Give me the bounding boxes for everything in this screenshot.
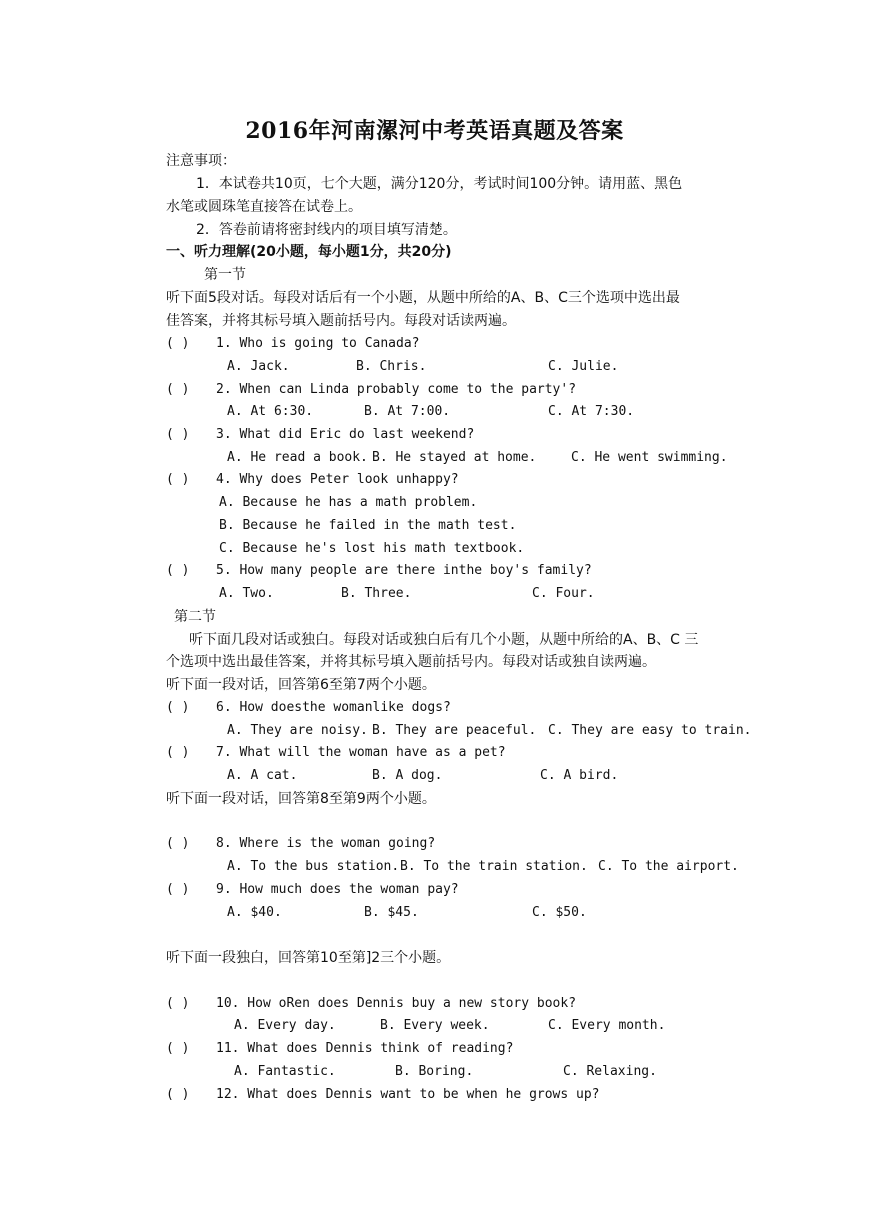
dialog-8-9-instruction: 听下面一段对话，回答第8至第9两个小题。: [166, 791, 436, 807]
answer-blank[interactable]: ( ): [166, 563, 190, 578]
notes-item-2: 2．答卷前请将密封线内的项目填写清楚。: [196, 222, 457, 238]
page-title: 2016年河南漯河中考英语真题及答案: [245, 118, 624, 144]
question-5: [166, 560, 592, 582]
question-stem: 9. How much does the woman pay?: [216, 882, 459, 897]
question-10: [166, 993, 576, 1015]
question-3: [166, 424, 474, 446]
question-stem: 1. Who is going to Canada?: [216, 336, 420, 351]
part-2-instructions-line-1: 听下面几段对话或独白。每段对话或独白后有几个小题，从题中所给的A、B、C 三: [189, 632, 699, 648]
part-2-label: 第二节: [174, 609, 216, 625]
question-stem: 10. How oRen does Dennis buy a new story book?: [216, 996, 577, 1011]
part-1-label: 第一节: [204, 267, 246, 283]
option-c: C. Four.: [532, 586, 595, 601]
monologue-10-12-instruction: 听下面一段独白，回答第10至第]2三个小题。: [166, 950, 451, 966]
question-6: [166, 697, 451, 719]
option-b: B. They are peaceful.: [372, 723, 537, 738]
notes-item-1-line-1: 1．本试卷共10页，七个大题，满分120分，考试时间100分钟。请用蓝、黑色: [196, 176, 683, 192]
question-4-option-c: C. Because he's lost his math textbook.: [219, 541, 525, 556]
question-8: [166, 833, 435, 855]
option-c: C. He went swimming.: [571, 450, 728, 465]
option-c: C. At 7:30.: [548, 404, 635, 419]
option-c: C. To the airport.: [598, 859, 739, 874]
option-b: B. $45.: [364, 905, 419, 920]
question-4-option-b: B. Because he failed in the math test.: [219, 518, 517, 533]
part-2-instructions-line-2: 个选项中选出最佳答案，并将其标号填入题前括号内。每段对话或独自读两遍。: [166, 654, 656, 670]
dialog-6-7-instruction: 听下面一段对话，回答第6至第7两个小题。: [166, 677, 436, 693]
option-b: B. Boring.: [395, 1064, 474, 1079]
question-11: [166, 1038, 513, 1060]
answer-blank[interactable]: ( ): [166, 996, 190, 1011]
question-stem: 8. Where is the woman going?: [216, 836, 436, 851]
option-a: A. A cat.: [227, 768, 298, 783]
option-b: B. Every week.: [380, 1018, 490, 1033]
option-b: B. Chris.: [356, 359, 427, 374]
option-c: C. Every month.: [548, 1018, 666, 1033]
option-a: A. Two.: [219, 586, 274, 601]
option-a: A. Jack.: [227, 359, 290, 374]
question-stem: 3. What did Eric do last weekend?: [216, 427, 475, 442]
option-a: A. To the bus station.: [227, 859, 400, 874]
question-7: [166, 742, 506, 764]
answer-blank[interactable]: ( ): [166, 382, 190, 397]
question-2: [166, 379, 576, 401]
question-stem: 2. When can Linda probably come to the party'?: [216, 382, 577, 397]
option-a: A. Every day.: [234, 1018, 336, 1033]
option-a: A. Fantastic.: [234, 1064, 336, 1079]
question-4: [166, 469, 459, 491]
answer-blank[interactable]: ( ): [166, 882, 190, 897]
answer-blank[interactable]: ( ): [166, 745, 190, 760]
part-1-instructions-line-1: 听下面5段对话。每段对话后有一个小题，从题中所给的A、B、C三个选项中选出最: [166, 290, 680, 306]
option-a: A. $40.: [227, 905, 282, 920]
option-c: C. Julie.: [548, 359, 619, 374]
notes-item-1-line-2: 水笔或圆珠笔直接答在试卷上。: [166, 199, 362, 215]
answer-blank[interactable]: ( ): [166, 472, 190, 487]
option-a: A. At 6:30.: [227, 404, 314, 419]
option-b: B. Three.: [341, 586, 412, 601]
question-9: [166, 879, 459, 901]
question-stem: 11. What does Dennis think of reading?: [216, 1041, 514, 1056]
option-c: C. A bird.: [540, 768, 619, 783]
question-stem: 5. How many people are there inthe boy's family?: [216, 563, 592, 578]
option-b: B. He stayed at home.: [372, 450, 537, 465]
option-c: C. $50.: [532, 905, 587, 920]
answer-blank[interactable]: ( ): [166, 336, 190, 351]
answer-blank[interactable]: ( ): [166, 1087, 190, 1102]
answer-blank[interactable]: ( ): [166, 836, 190, 851]
part-1-instructions-line-2: 佳答案，并将其标号填入题前括号内。每段对话读两遍。: [166, 313, 516, 329]
question-4-option-a: A. Because he has a math problem.: [219, 495, 478, 510]
option-b: B. A dog.: [372, 768, 443, 783]
section-1-heading: 一、听力理解(20小题，每小题1分，共20分): [166, 244, 452, 260]
notes-heading: 注意事项：: [166, 153, 236, 169]
question-stem: 6. How doesthe womanlike dogs?: [216, 700, 451, 715]
answer-blank[interactable]: ( ): [166, 427, 190, 442]
option-a: A. He read a book.: [227, 450, 368, 465]
question-stem: 4. Why does Peter look unhappy?: [216, 472, 459, 487]
question-12: [166, 1084, 600, 1106]
option-b: B. At 7:00.: [364, 404, 451, 419]
question-stem: 7. What will the woman have as a pet?: [216, 745, 506, 760]
answer-blank[interactable]: ( ): [166, 1041, 190, 1056]
option-b: B. To the train station.: [400, 859, 588, 874]
answer-blank[interactable]: ( ): [166, 700, 190, 715]
option-a: A. They are noisy.: [227, 723, 368, 738]
option-c: C. Relaxing.: [563, 1064, 657, 1079]
option-c: C. They are easy to train.: [548, 723, 752, 738]
question-stem: 12. What does Dennis want to be when he grows up?: [216, 1087, 600, 1102]
question-1: [166, 333, 420, 355]
